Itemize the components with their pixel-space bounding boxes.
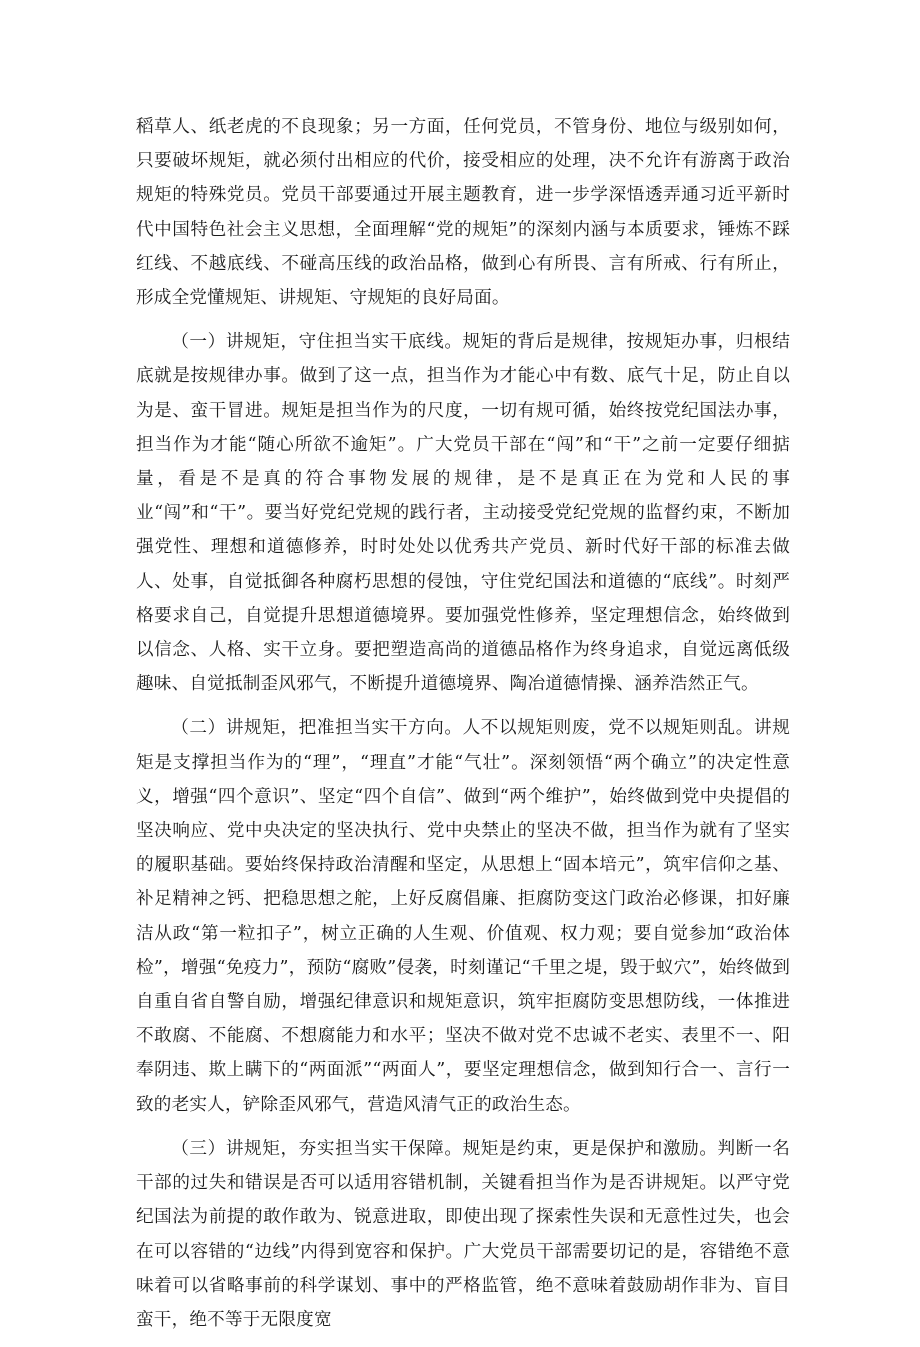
paragraph-continuation: 稻草人、纸老虎的不良现象；另一方面，任何党员，不管身份、地位与级别如何，只要破坏规矩，就必须付出相应的代价，接受相应的处理，决不允许有游离于政治规矩的特殊党员。党员干部要通过开展主题教育，进一步学深悟透弄通习近平新时代中国特色社会主义思想，全面理解“党的规矩”的深刻内涵与本质要求，锤炼不踩红线、不越底线、不碰高压线的政治品格，做到心有所畏、言有所戒、行有所止，形成全党懂规矩、讲规矩、守规矩的良好局面。	[136, 117, 790, 309]
paragraph-section-2: （二）讲规矩，把准担当实干方向。人不以规矩则废，党不以规矩则乱。讲规矩是支撑担当作为的“理”，“理直”才能“气壮”。深刻领悟“两个确立”的决定性意义，增强“四个意识”、坚定“四个自信”、做到“两个维护”，始终做到党中央提倡的坚决响应、党中央决定的坚决执行、党中央禁止的坚决不做，担当作为就有了坚实的履职基础。要始终保持政治清醒和坚定，从思想上“固本培元”，筑牢信仰之基、补足精神之钙、把稳思想之舵，上好反腐倡廉、拒腐防变这门政治必修课，扣好廉洁从政“第一粒扣子”，树立正确的人生观、价值观、权力观；要自觉参加“政治体检”，增强“免疫力”，预防“腐败”侵袭，时刻谨记“千里之堤，毁于蚁穴”，始终做到自重自省自警自励，增强纪律意识和规矩意识，筑牢拒腐防变思想防线，一体推进不敢腐、不能腐、不想腐能力和水平；坚决不做对党不忠诚不老实、表里不一、阳奉阴违、欺上瞒下的“两面派”“两面人”，要坚定理想信念，做到知行合一、言行一致的老实人，铲除歪风邪气，营造风清气正的政治生态。	[136, 718, 790, 1115]
paragraph-section-1: （一）讲规矩，守住担当实干底线。规矩的背后是规律，按规矩办事，归根结底就是按规律办事。做到了这一点，担当作为才能心中有数、底气十足，防止自以为是、蛮干冒进。规矩是担当作为的尺度，一切有规可循，始终按党纪国法办事，担当作为才能“随心所欲不逾矩”。广大党员干部在“闯”和“干”之前一定要仔细掂量，看是不是真的符合事物发展的规律，是不是真正在为党和人民的事业“闯”和“干”。要当好党纪党规的践行者，主动接受党纪党规的监督约束，不断加强党性、理想和道德修养，时时处处以优秀共产党员、新时代好干部的标准去做人、处事，自觉抵御各种腐朽思想的侵蚀，守住党纪国法和道德的“底线”。时刻严格要求自己，自觉提升思想道德境界。要加强党性修养，坚定理想信念，始终做到以信念、人格、实干立身。要把塑造高尚的道德品格作为终身追求，自觉远离低级趣味、自觉抵制歪风邪气，不断提升道德境界、陶冶道德情操、涵养浩然正气。	[136, 332, 790, 695]
document-page	[136, 110, 790, 1347]
paragraph-section-3: （三）讲规矩，夯实担当实干保障。规矩是约束，更是保护和激励。判断一名干部的过失和错误是否可以适用容错机制，关键看担当作为是否讲规矩。以严守党纪国法为前提的敢作敢为、锐意进取，即使出现了探索性失误和无意性过失，也会在可以容错的“边线”内得到宽容和保护。广大党员干部需要切记的是，容错绝不意味着可以省略事前的科学谋划、事中的严格监管，绝不意味着鼓励胡作非为、盲目蛮干，绝不等于无限度宽	[136, 1138, 790, 1330]
